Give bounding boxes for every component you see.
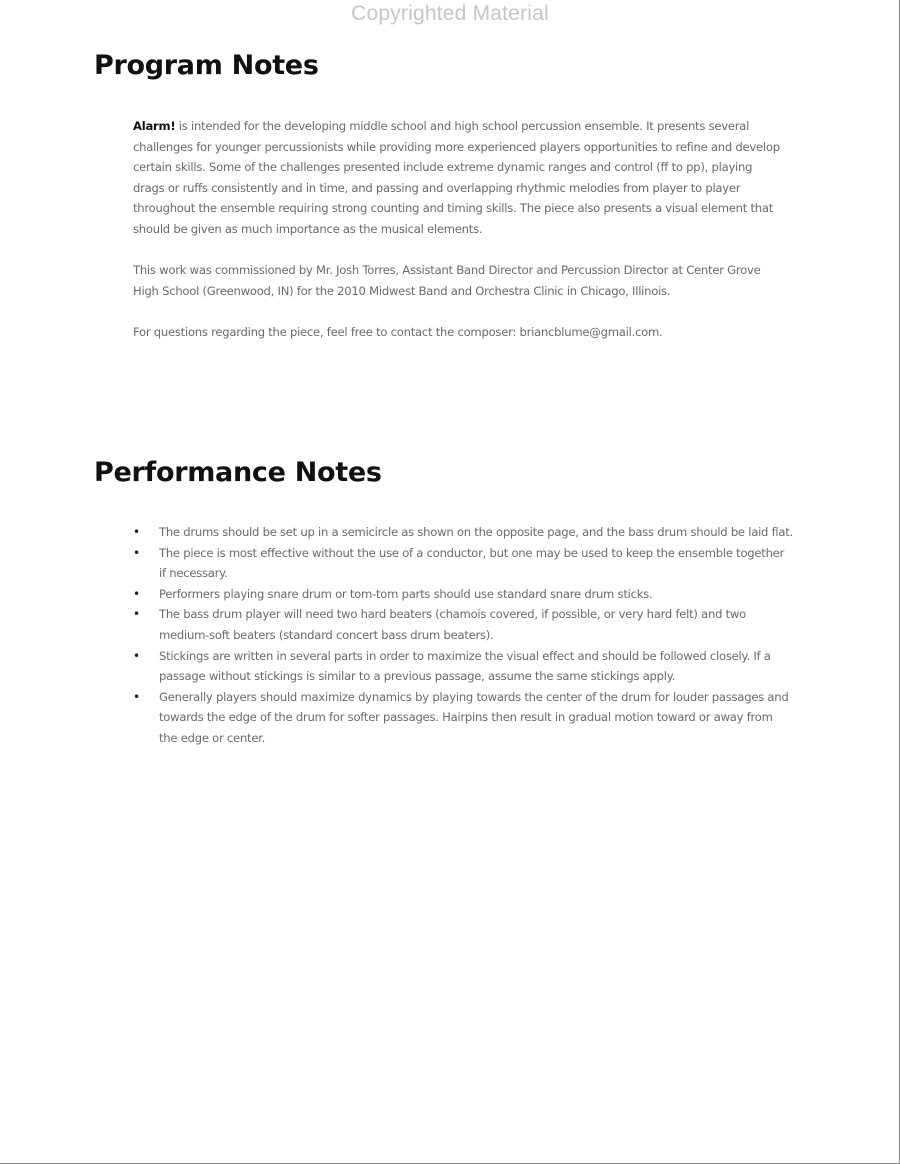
list-item xyxy=(133,604,793,645)
program-intro-paragraph xyxy=(133,116,783,240)
list-item xyxy=(133,687,793,749)
bullet-icon: • xyxy=(133,607,140,622)
list-item xyxy=(133,543,793,584)
program-notes-heading: Program Notes xyxy=(94,50,319,81)
bullet-icon: • xyxy=(133,525,140,539)
bullet-icon: • xyxy=(133,586,140,601)
list-item-text: The piece is most effective without the use of a conductor, but one may be used to keep the ensemble together if necessary. xyxy=(159,545,785,581)
contact-paragraph: For questions regarding the piece, feel free to contact the composer: briancblume@gmail.com. xyxy=(133,324,663,339)
list-item-text: Performers playing snare drum or tom-tom parts should use standard snare drum sticks. xyxy=(159,586,653,601)
list-item-text: The drums should be set up in a semicircle as shown on the opposite page, and the bass drum should be laid flat. xyxy=(159,525,793,539)
list-item-text: Generally players should maximize dynamics by playing towards the center of the drum for louder passages and towards the edge of the drum for softer passages. Hairpins then result in gradual motion toward or away from the edge or center. xyxy=(159,689,789,745)
commission-paragraph: This work was commissioned by Mr. Josh Torres, Assistant Band Director and Percussion Director at Center Grove High School (Greenwood, IN) for the 2010 Midwest Band and Orchestra Clinic in Chicago, Illinois. xyxy=(133,263,761,298)
bullet-icon: • xyxy=(133,689,140,704)
list-item xyxy=(133,522,793,543)
program-notes-body xyxy=(133,116,783,363)
program-intro-text: is intended for the developing middle school and high school percussion ensemble. It presents several challenges for younger percussionists while providing more experienced players opportunities to refine and develop certain skills. Some of the challenges presented include extreme dynamic ranges and control (ff to pp), playing drags or ruffs consistently and in time, and passing and overlapping rhythmic melodies from player to player throughout the ensemble requiring strong counting and timing skills. The piece also presents a visual element that should be given as much importance as the musical elements. xyxy=(133,119,780,236)
performance-notes-list xyxy=(133,522,793,749)
list-item xyxy=(133,584,793,605)
piece-title: Alarm! xyxy=(133,119,176,133)
list-item xyxy=(133,646,793,687)
list-item-text: Stickings are written in several parts in order to maximize the visual effect and should be followed closely. If a passage without stickings is similar to a previous passage, assume the same stickings apply. xyxy=(159,648,771,684)
bullet-icon: • xyxy=(133,545,140,560)
copyright-watermark: Copyrighted Material xyxy=(351,2,549,25)
performance-notes-heading: Performance Notes xyxy=(94,457,382,488)
list-item-text: The bass drum player will need two hard beaters (chamois covered, if possible, or very hard felt) and two medium-soft beaters (standard concert bass drum beaters). xyxy=(159,607,747,642)
bullet-icon: • xyxy=(133,648,140,663)
